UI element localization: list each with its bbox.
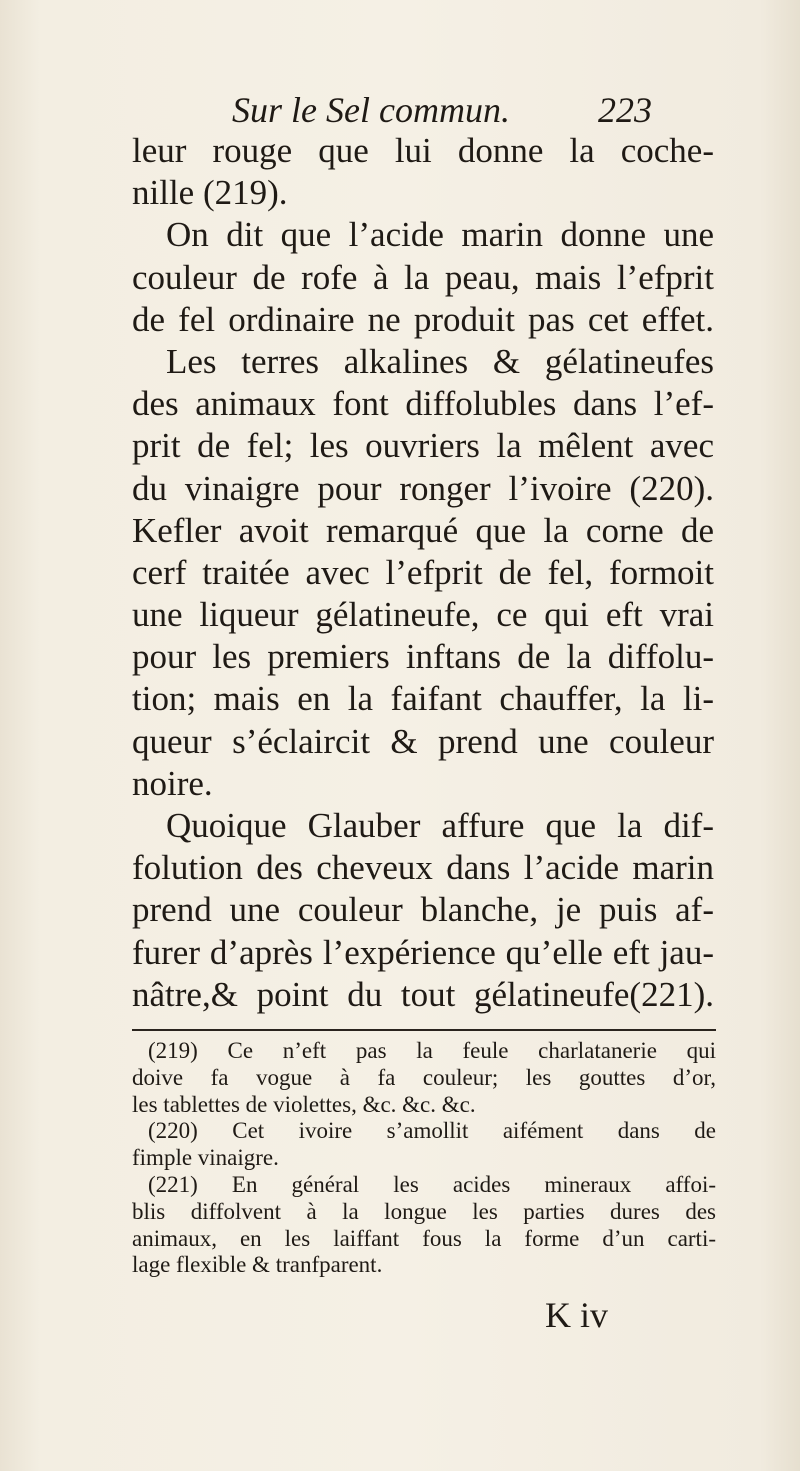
text-line: nille (219). <box>132 173 288 213</box>
text-line: On dit que l’acide marin donne une <box>166 215 714 255</box>
footnote-line: lage flexible & tranfparent. <box>132 1252 383 1278</box>
main-text <box>132 130 714 1016</box>
running-header <box>232 88 652 132</box>
text-line: queur s’éclaircit & prend une couleur <box>132 721 714 761</box>
footnote-line: fimple vinaigre. <box>132 1145 279 1171</box>
text-line: cerf traitée avec l’efprit de fel, formoit <box>132 552 714 592</box>
text-line: pour les premiers inftans de la diffolu- <box>132 637 714 677</box>
footnote-line: (219) Ce n’eft pas la feule charlatanerie qui <box>148 1038 716 1063</box>
page-number: 223 <box>598 90 652 130</box>
signature-mark: K iv <box>545 1295 608 1335</box>
text-line: Kefler avoit remarqué que la corne de <box>132 510 714 550</box>
text-line: Quoique Glauber affure que la dif- <box>166 806 714 845</box>
text-line: leur rouge que lui donne la coche- <box>132 131 714 170</box>
text-line: du vinaigre pour ronger l’ivoire (220). <box>132 468 714 508</box>
text-line: prit de fel; les ouvriers la mêlent avec <box>132 426 714 466</box>
footnote-line: les tablettes de violettes, &c. &c. &c. <box>132 1091 476 1117</box>
text-line: folution des cheveux dans l’acide marin <box>132 848 714 888</box>
text-line: une liqueur gélatineufe, ce qui eft vrai <box>132 595 714 635</box>
text-line: nâtre,& point du tout gélatineufe(221). <box>132 974 714 1014</box>
text-line: couleur de rofe à la peau, mais l’efprit <box>132 257 714 297</box>
text-line: des animaux font diffolubles dans l’ef- <box>132 384 714 424</box>
text-line: tion; mais en la faifant chauffer, la li- <box>132 679 714 719</box>
text-line: furer d’après l’expérience qu’elle eft jau- <box>132 932 714 972</box>
text-line: prend une couleur blanche, je puis af- <box>132 890 714 930</box>
footnote-line: doive fa vogue à fa couleur; les gouttes d’or, <box>132 1064 716 1090</box>
footnotes <box>132 1038 716 1279</box>
footnote-line: blis diffolvent à la longue les parties dures des <box>132 1198 716 1224</box>
footnote-line: (220) Cet ivoire s’amollit aifément dans de <box>148 1118 716 1144</box>
footnote-divider <box>132 1029 716 1031</box>
text-line: Les terres alkalines & gélatineufes <box>166 341 714 381</box>
text-line: de fel ordinaire ne produit pas cet effet. <box>132 299 714 339</box>
footnote-line: animaux, en les laiffant fous la forme d’un carti- <box>132 1225 716 1251</box>
text-line: noire. <box>132 763 213 803</box>
footnote-line: (221) En général les acides mineraux affoi- <box>148 1171 716 1197</box>
running-title: Sur le Sel commun. <box>232 90 510 130</box>
